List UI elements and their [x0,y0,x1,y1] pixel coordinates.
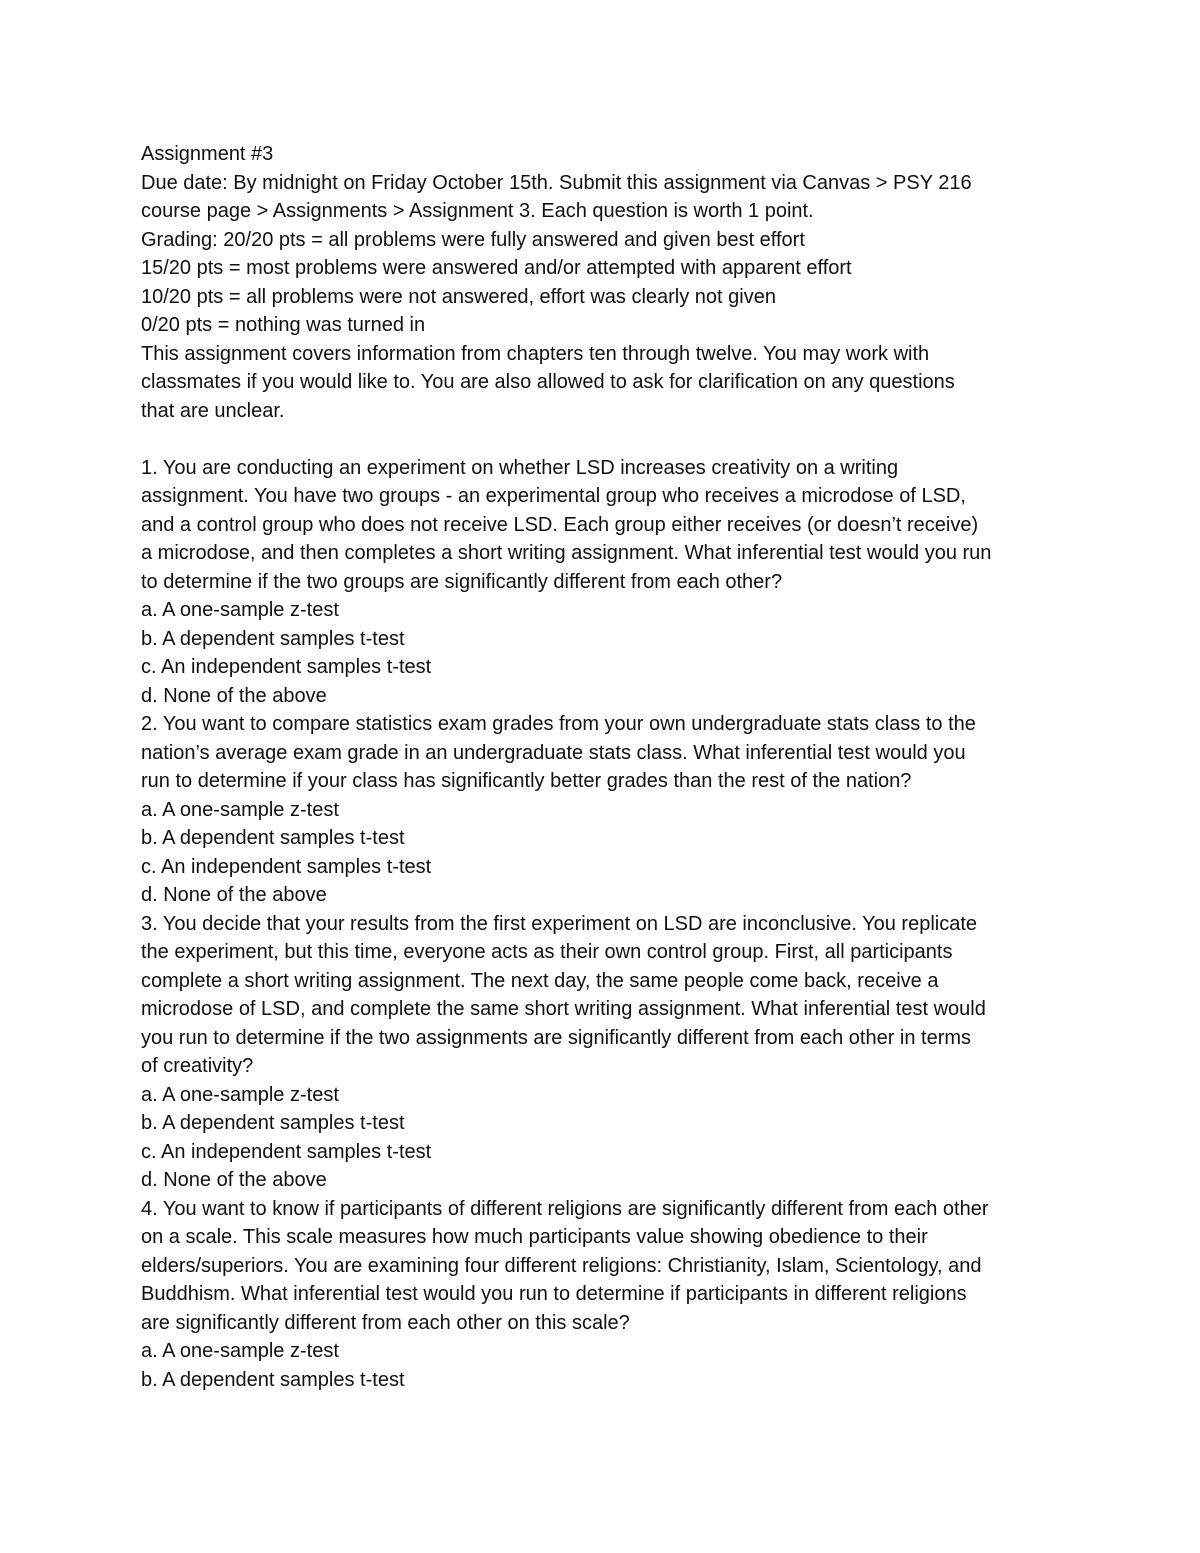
question-prompt-line: a microdose, and then completes a short writing assignment. What inferential test would you run [141,542,992,564]
instruction-line: course page > Assignments > Assignment 3. Each question is worth 1 point. [141,200,814,222]
answer-option-a: a. A one-sample z-test [141,1083,339,1106]
question-prompt-line: nation’s average exam grade in an undergraduate stats class. What inferential test would you [141,741,966,764]
question-prompt-line: on a scale. This scale measures how much participants value showing obedience to their [141,1226,928,1248]
question-prompt-line: Buddhism. What inferential test would you run to determine if participants in different religions [141,1283,967,1305]
question-prompt-line: the experiment, but this time, everyone acts as their own control group. First, all participants [141,941,953,963]
question-prompt-line: of creativity? [141,1055,254,1077]
answer-option-a: a. A one-sample z-test [141,599,339,621]
question-3 [141,910,1071,1195]
answer-option-c: c. An independent samples t-test [141,855,432,878]
instruction-line: Due date: By midnight on Friday October 15th. Submit this assignment via Canvas > PSY 216 [141,171,972,194]
answer-option-d: d. None of the above [141,1169,327,1191]
question-prompt-line: are significantly different from each other on this scale? [141,1311,630,1334]
document-body [141,140,1071,1394]
question-prompt-line: you run to determine if the two assignments are significantly different from each other in terms [141,1026,972,1049]
question-prompt-line: 4. You want to know if participants of different religions are significantly different from each other [141,1197,989,1220]
assignment-title: Assignment #3 [141,143,274,165]
question-prompt-line: 1. You are conducting an experiment on whether LSD increases creativity on a writing [141,456,899,479]
answer-option-c: c. An independent samples t-test [141,1140,432,1163]
question-1 [141,454,1071,711]
instruction-line: that are unclear. [141,399,285,422]
paragraph-gap [141,425,1071,454]
question-4 [141,1195,1071,1395]
question-prompt-line: to determine if the two groups are significantly different from each other? [141,570,783,593]
question-prompt-line: assignment. You have two groups - an experimental group who receives a microdose of LSD, [141,485,966,507]
question-prompt-line: 2. You want to compare statistics exam grades from your own undergraduate stats class to the [141,713,976,735]
answer-option-d: d. None of the above [141,884,327,906]
assignment-instructions [141,169,1071,426]
answer-option-b: b. A dependent samples t-test [141,1368,405,1391]
answer-option-c: c. An independent samples t-test [141,656,432,678]
answer-option-d: d. None of the above [141,684,327,707]
grading-line: 10/20 pts = all problems were not answered, effort was clearly not given [141,285,776,308]
question-prompt-line: run to determine if your class has significantly better grades than the rest of the nation? [141,770,912,792]
question-2 [141,710,1071,910]
answer-option-a: a. A one-sample z-test [141,798,339,821]
answer-option-b: b. A dependent samples t-test [141,1112,405,1134]
answer-option-b: b. A dependent samples t-test [141,827,405,849]
question-prompt-line: elders/superiors. You are examining four different religions: Christianity, Islam, Scientology, and [141,1254,982,1277]
question-prompt-line: 3. You decide that your results from the first experiment on LSD are inconclusive. You replicate [141,912,978,935]
grading-line: Grading: 20/20 pts = all problems were fully answered and given best effort [141,228,805,251]
question-prompt-line: and a control group who does not receive LSD. Each group either receives (or doesn’t receive) [141,513,979,536]
question-prompt-line: complete a short writing assignment. The next day, the same people come back, receive a [141,969,939,992]
grading-line: 0/20 pts = nothing was turned in [141,314,426,336]
answer-option-a: a. A one-sample z-test [141,1340,339,1362]
instruction-line: This assignment covers information from chapters ten through twelve. You may work with [141,342,930,365]
grading-line: 15/20 pts = most problems were answered and/or attempted with apparent effort [141,257,852,279]
answer-option-b: b. A dependent samples t-test [141,627,405,650]
instruction-line: classmates if you would like to. You are also allowed to ask for clarification on any questions [141,371,955,393]
question-prompt-line: microdose of LSD, and complete the same short writing assignment. What inferential test would [141,998,986,1020]
